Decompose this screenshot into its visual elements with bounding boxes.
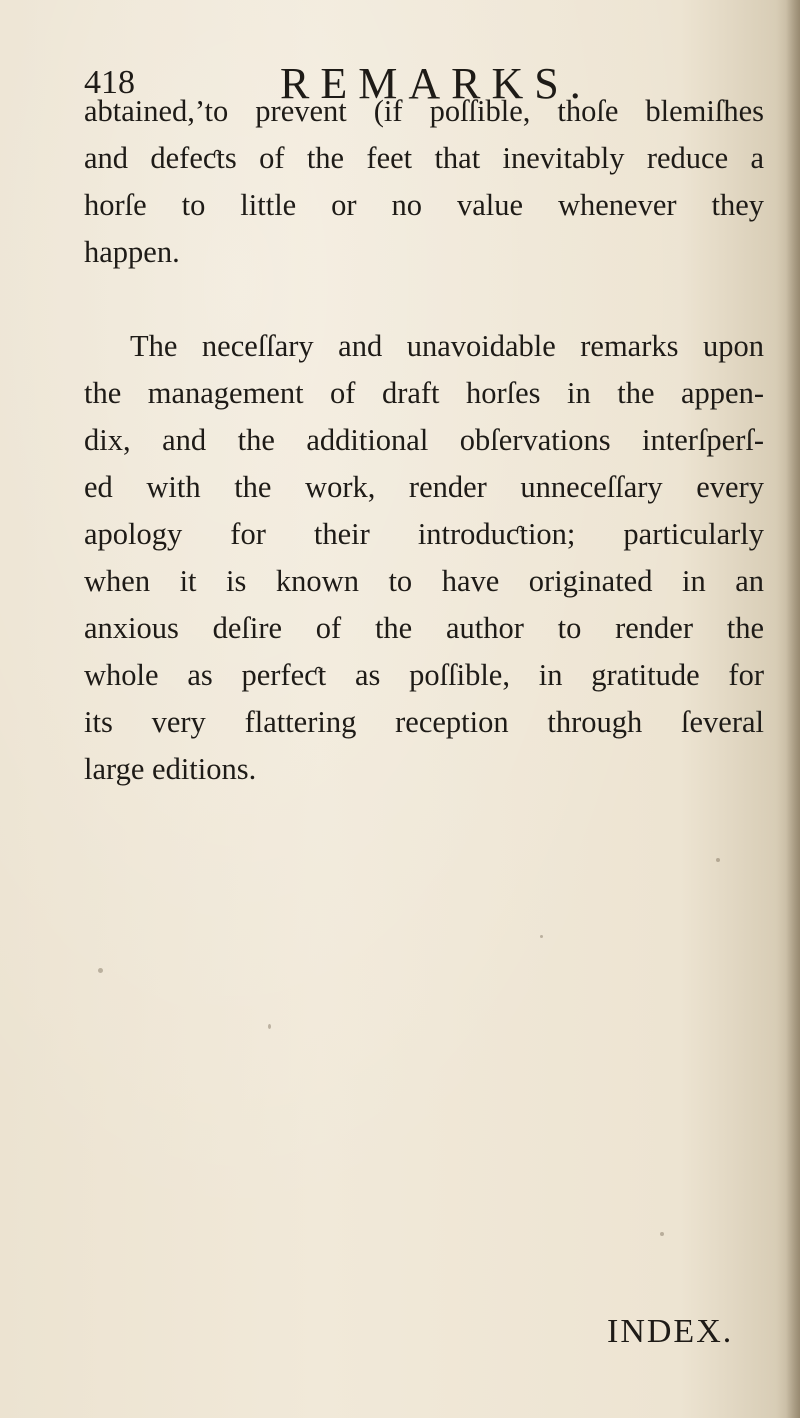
page-edge-shadow — [786, 0, 800, 1418]
text-line: abtained,’to prevent (if poſſible, thoſe blemiſhes — [84, 94, 764, 128]
paper-speck — [98, 968, 103, 973]
page-number: 418 — [84, 64, 135, 101]
paper-speck — [268, 1024, 271, 1029]
text-line: ed with the work, render unneceſſary every — [84, 470, 764, 504]
text-line: whole as perfeƈt as poſſible, in gratitude for — [84, 658, 764, 692]
text-line: horſe to little or no value whenever they — [84, 188, 764, 222]
paragraph — [84, 323, 764, 793]
text-line: and defeƈts of the feet that inevitably reduce a — [84, 141, 764, 175]
catchword: INDEX. — [607, 1313, 734, 1350]
text-line: apology for their introduƈtion; particularly — [84, 517, 764, 551]
running-head-title: REMARKS. — [280, 59, 592, 108]
paper-speck — [540, 935, 543, 938]
text-line: anxious deſire of the author to render the — [84, 611, 764, 645]
paper-speck — [660, 1232, 664, 1236]
text-line: dix, and the additional obſervations interſperſ- — [84, 423, 764, 457]
text-line: The neceſſary and unavoidable remarks upon — [130, 329, 764, 363]
text-line: the management of draft horſes in the appen- — [84, 376, 764, 410]
paper-speck — [716, 858, 720, 862]
text-line: when it is known to have originated in an — [84, 564, 764, 598]
text-line: happen. — [84, 235, 180, 269]
text-line: large editions. — [84, 752, 257, 786]
text-line: its very flattering reception through ſeveral — [84, 705, 764, 739]
paragraph — [84, 88, 764, 276]
body-text — [84, 88, 764, 793]
